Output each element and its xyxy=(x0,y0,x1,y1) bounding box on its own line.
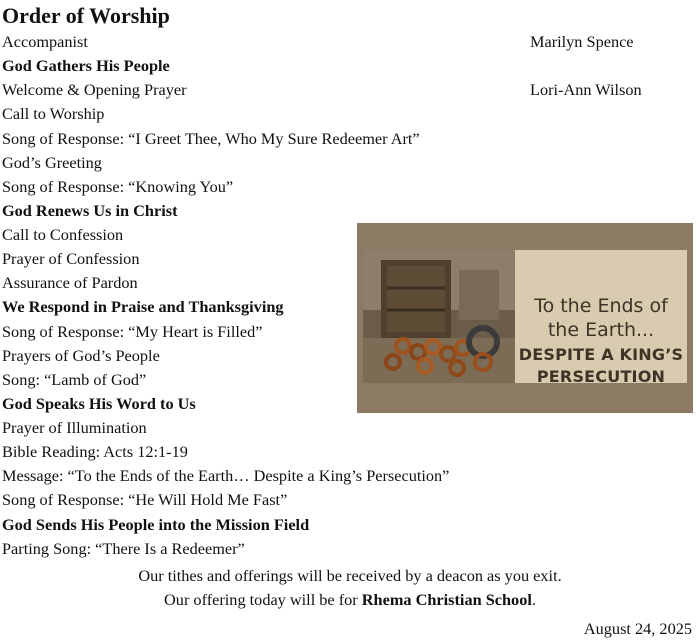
section-heading xyxy=(2,54,682,78)
worship-item-text: Call to Confession xyxy=(2,225,124,244)
worship-item-text: Message: “To the Ends of the Earth… Despite a King’s Persecution” xyxy=(2,466,450,486)
worship-item-text: Welcome & Opening Prayer xyxy=(2,80,187,100)
worship-item xyxy=(2,537,682,561)
service-date: August 24, 2025 xyxy=(583,619,692,638)
section-heading xyxy=(2,199,682,223)
worship-item xyxy=(2,464,682,488)
sermon-banner-panel xyxy=(363,250,687,383)
worship-item xyxy=(2,30,682,54)
worship-item-text: Assurance of Pardon xyxy=(2,273,138,293)
worship-item-text: Song of Response: “I Greet Thee, Who My Sure Redeemer Art” xyxy=(2,128,420,148)
worship-item-text: Song of Response: “My Heart is Filled” xyxy=(2,321,263,341)
worship-item-text: Song of Response: “Knowing You” xyxy=(2,176,234,196)
worship-item-text: Song: “Lamb of God” xyxy=(2,369,147,389)
worship-item-text: God’s Greeting xyxy=(2,152,102,172)
worship-item-leader: Lori-Ann Wilson xyxy=(530,80,642,100)
banner-line-4: PERSECUTION xyxy=(536,367,666,383)
worship-item-text: Prayer of Confession xyxy=(2,249,140,269)
worship-item xyxy=(2,175,682,199)
offering-note: Our tithes and offerings will be received by a deacon as you exit. xyxy=(138,566,562,585)
worship-item xyxy=(2,488,682,512)
worship-item xyxy=(2,127,682,151)
section-heading-text: God Gathers His People xyxy=(2,56,170,76)
banner-text xyxy=(515,250,687,383)
worship-item xyxy=(2,440,682,464)
banner-line-3: DESPITE A KING’S xyxy=(518,345,684,364)
worship-item xyxy=(2,151,682,175)
worship-item-text: Parting Song: “There Is a Redeemer” xyxy=(2,538,245,558)
banner-line-2: the Earth... xyxy=(547,319,655,341)
sermon-banner xyxy=(357,223,693,413)
worship-item xyxy=(2,102,682,126)
offering-suffix: . xyxy=(531,590,536,609)
worship-item-leader: Marilyn Spence xyxy=(530,32,634,51)
section-heading-text: We Respond in Praise and Thanksgiving xyxy=(2,297,284,317)
worship-item-text: Prayers of God’s People xyxy=(2,345,160,365)
worship-item-text: Song of Response: “He Will Hold Me Fast” xyxy=(2,490,288,510)
offering-prefix: Our offering today will be for xyxy=(164,590,362,609)
section-heading-text: God Renews Us in Christ xyxy=(2,200,178,220)
offering-recipient-note xyxy=(0,588,700,612)
worship-item-text: Call to Worship xyxy=(2,104,105,124)
chains-photo-icon xyxy=(363,250,515,383)
worship-item-text: Bible Reading: Acts 12:1-19 xyxy=(2,442,188,462)
banner-line-1: To the Ends of xyxy=(534,295,668,317)
worship-item-text: Prayer of Illumination xyxy=(2,418,147,437)
page-title: Order of Worship xyxy=(2,3,170,28)
section-heading-text: God Speaks His Word to Us xyxy=(2,393,196,413)
worship-item xyxy=(2,416,682,440)
offering-recipient: Rhema Christian School xyxy=(361,590,532,609)
worship-item-text: Accompanist xyxy=(2,32,88,51)
worship-item xyxy=(2,78,682,102)
section-heading-text: God Sends His People into the Mission Field xyxy=(2,514,310,534)
section-heading xyxy=(2,513,682,537)
